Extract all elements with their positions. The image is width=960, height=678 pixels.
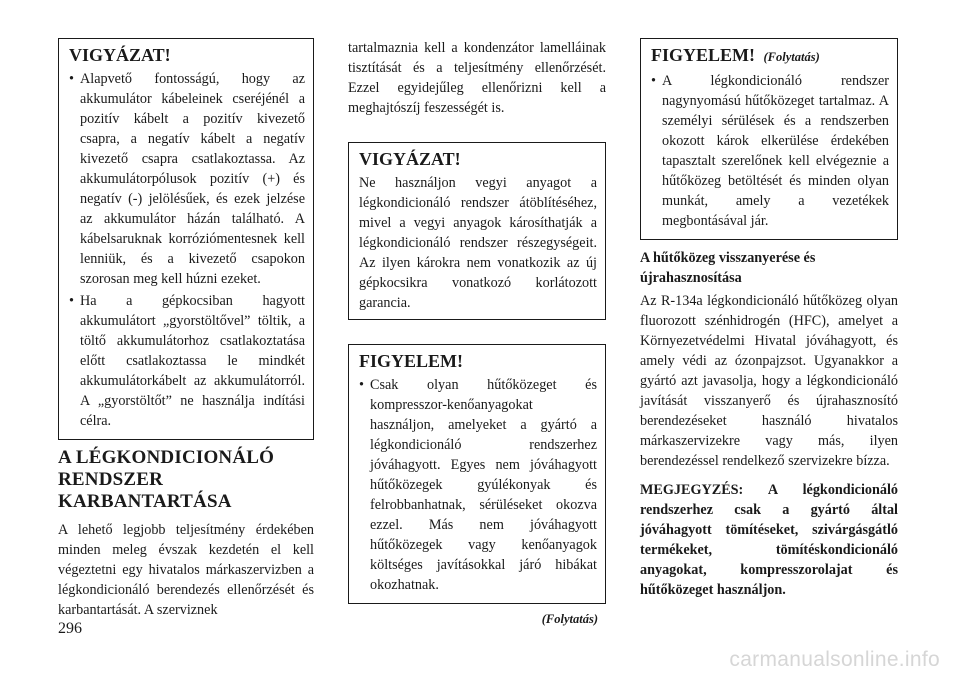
- caution-bullet-text: A légkondicionáló rendszer nagynyomású hűtőközeget tartalmaz. A személyi sérülések és a rendszerben okozott károk elkerülése érdekében tapasztalt szerelőnek kell elvégeznie a hűtőközeg betöltését és minden olyan munkát, amely a vezetékek megbontásával jár.: [662, 73, 889, 229]
- section-heading-line: A LÉGKONDICIONÁLÓ: [58, 447, 275, 468]
- warning-box: [58, 38, 314, 440]
- body-paragraph: A lehető legjobb teljesítmény érdekében minden meleg évszak kezdetén el kell végeztetni egy hivatalos márkaszervizben a légkondicionáló berendezés ellenőrzését és karbantartását. A szerviznek: [58, 522, 314, 618]
- body-paragraph: tartalmaznia kell a kondenzátor lamelláinak tisztítását és a teljesítmény ellenőrzését. Ezzel egyidejűleg ellenőrizni kell a meghajtószíj feszességét is.: [348, 40, 606, 116]
- caution-title-text: FIGYELEM!: [651, 45, 756, 65]
- caution-box: [348, 344, 606, 604]
- middle-column: [348, 38, 606, 627]
- body-paragraph: Az R-134a légkondicionáló hűtőközeg olyan fluorozott szénhidrogén (HFC), amelyet a Környezetvédelmi Hivatal jóváhagyott, és amely védi az ózonpajzsot. Ugyanakkor a gyártó azt javasolja, hogy a légkondicionáló javítását visszanyerő és újrahasznosító berendezéseket használó hivatalos márkaszervizekre vagy más, ilyen berendezéssel rendelkező szervizekre bízza.: [640, 293, 898, 469]
- caution-title: FIGYELEM!: [359, 351, 464, 371]
- bullet-dot-icon: •: [359, 377, 364, 393]
- caution-bullet: [359, 375, 597, 595]
- bullet-dot-icon: •: [651, 73, 656, 89]
- right-column: [640, 38, 898, 600]
- note-paragraph: MEGJEGYZÉS: A légkondicionáló rendszerhez csak a gyártó által jóváhagyott tömítéseket, szivárgásgátló termékeket, tömítéskondicionáló anyagokat, kompresszorolajat és hűtőközeget használjon.: [640, 482, 898, 598]
- subheading-line: A hűtőközeg visszanyerése és: [640, 250, 816, 266]
- left-column: [58, 38, 314, 620]
- warning-bullet: [69, 291, 305, 431]
- bullet-dot-icon: •: [69, 71, 74, 87]
- warning-bullet-text: Alapvető fontosságú, hogy az akkumulátor kábeleinek cseréjénél a pozitív kábelt a pozitív kivezető csapra, a negatív kábelt a negatív kivezető csapra csatlakoztassa. Az akkumulátorpólusok pozitív (+) és negatív (-) jelölésűek, és ezek jelzése az akkumulátor házán található. A kábelsaruknak korróziómentesnek kell lenniük, és a kivezető csapokon szorosan meg kell húzni ezeket.: [80, 71, 305, 287]
- page-number: 296: [58, 620, 82, 637]
- warning-bullet-text: Ha a gépkocsiban hagyott akkumulátort „gyorstöltővel” töltik, a töltő akkumulátorhoz csatlakoztatása előtt csatlakoztassa le mindkét akkumulátorkábelt az akkumulátorról. A „gyorstöltőt” ne használja indítási célra.: [80, 293, 305, 429]
- subheading: [640, 248, 898, 288]
- section-heading-line: RENDSZER: [58, 469, 164, 490]
- section-heading-line: KARBANTARTÁSA: [58, 491, 232, 512]
- section-heading: [58, 447, 314, 513]
- subheading-line: újrahasznosítása: [640, 270, 742, 286]
- warning-text: Ne használjon vegyi anyagot a légkondicionáló rendszer átöblítéséhez, mivel a vegyi anyagok károsíthatják a légkondicionáló rendszer részegységeit. Az ilyen károkra nem vonatkozik az új gépkocsikra vonatkozó korlátozott garancia.: [359, 175, 597, 311]
- watermark: carmanualsonline.info: [729, 648, 940, 671]
- caution-bullet-text: Csak olyan hűtőközeget és kompresszor-kenőanyagokat használjon, amelyeket a gyártó a légkondicionáló rendszerhez jóváhagyott. Egyes nem jóváhagyott hűtőközegek gyúlékonyak és felrobbanhatnak, sérüléseket okozva ezzel. Más nem jóváhagyott hűtőközegek vagy kenőanyagok költséges javításokkal járó hibákat okozhatnak.: [370, 377, 597, 593]
- warning-title: VIGYÁZAT!: [359, 149, 461, 169]
- warning-title: VIGYÁZAT!: [69, 45, 171, 65]
- caution-bullet: [651, 71, 889, 231]
- caution-title: [651, 44, 889, 68]
- continued-tag: (Folytatás): [763, 50, 820, 64]
- caution-box: [640, 38, 898, 240]
- warning-bullet: [69, 69, 305, 289]
- bullet-dot-icon: •: [69, 293, 74, 309]
- continued-label: (Folytatás): [541, 612, 598, 626]
- warning-box: [348, 142, 606, 320]
